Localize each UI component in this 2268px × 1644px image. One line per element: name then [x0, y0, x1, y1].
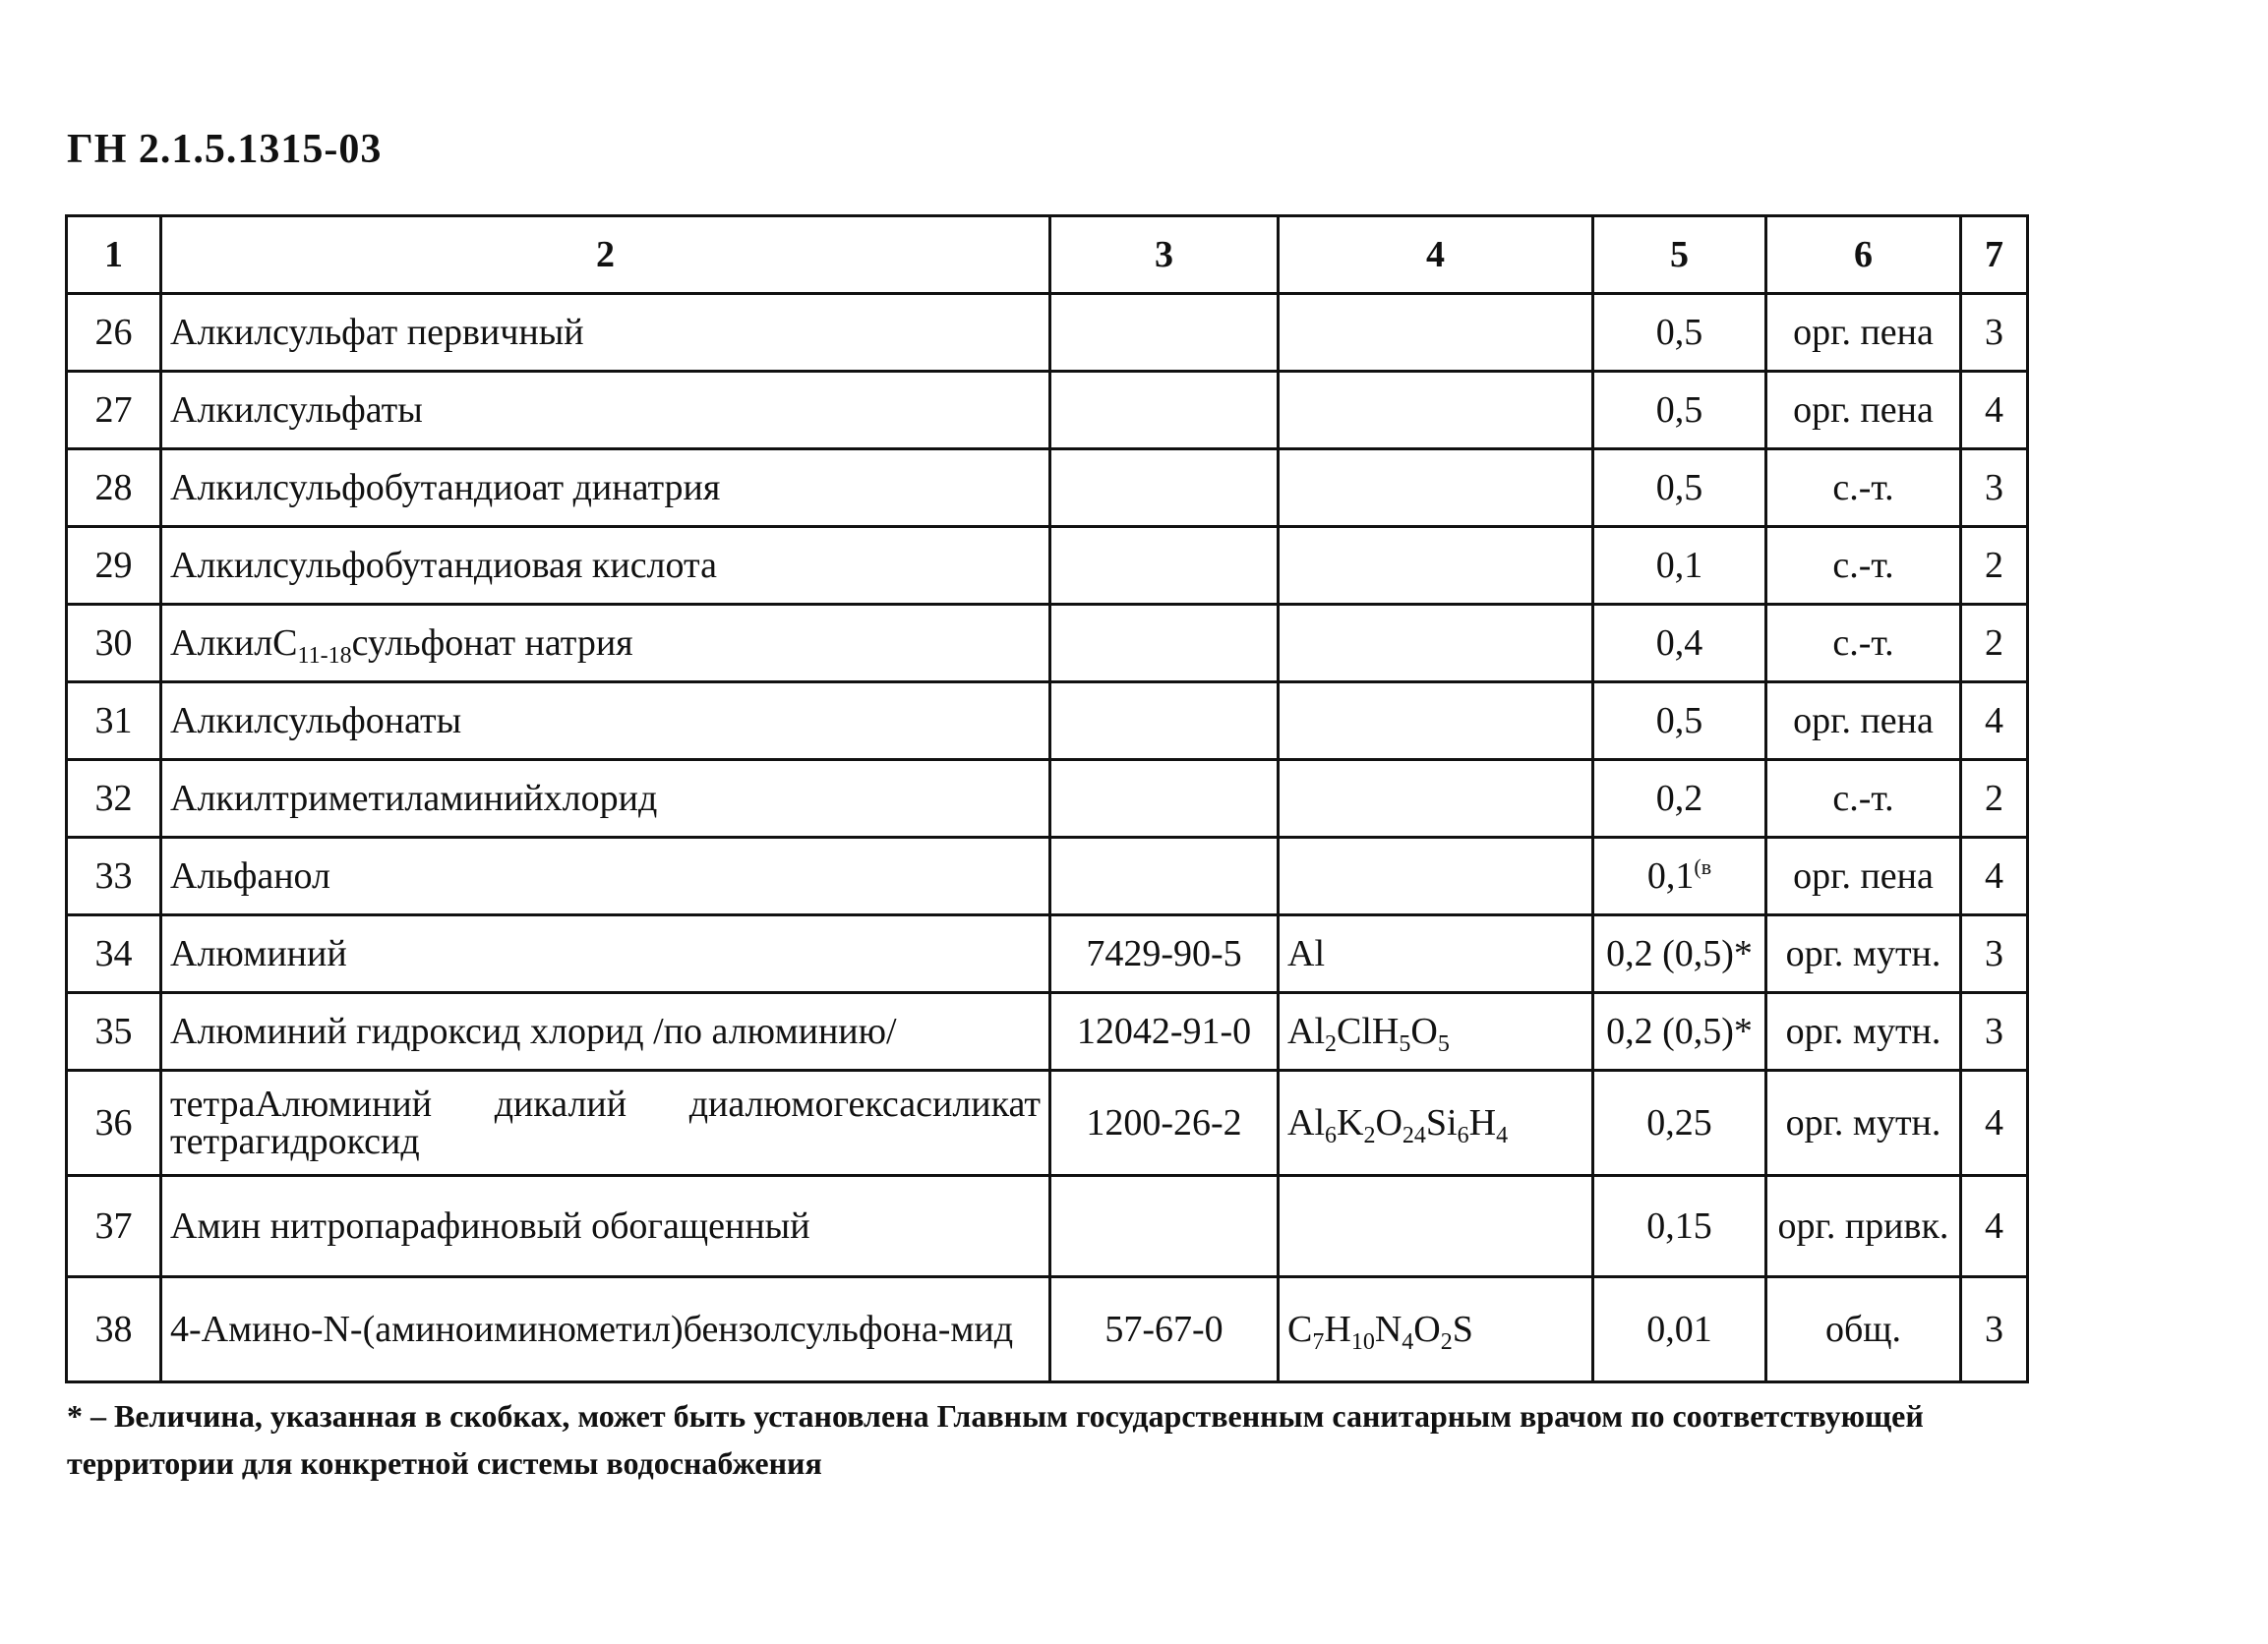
formula-element: C: [1287, 1309, 1313, 1350]
column-number: 1: [67, 216, 161, 294]
row-number: 29: [67, 527, 161, 605]
substance-name: Алкилсульфат первичный: [161, 294, 1050, 372]
formula-element: Si: [1425, 1102, 1458, 1144]
formula-element: O: [1410, 1011, 1438, 1052]
table-row: [67, 449, 2028, 527]
row-number: 27: [67, 372, 161, 449]
table-row: [67, 1071, 2028, 1176]
formula: [1279, 1176, 1593, 1277]
formula-element: O: [1375, 1102, 1403, 1144]
formula: [1279, 993, 1593, 1071]
substance-name: Альфанол: [161, 838, 1050, 915]
table-row: [67, 993, 2028, 1071]
formula: [1279, 760, 1593, 838]
table-row: [67, 605, 2028, 682]
formula: [1279, 682, 1593, 760]
cas-number: [1050, 294, 1279, 372]
formula-subscript: 4: [1496, 1123, 1509, 1148]
hazard-class: 3: [1961, 1277, 2028, 1382]
hazard-class: 4: [1961, 372, 2028, 449]
hazard-class: 4: [1961, 838, 2028, 915]
cas-number: [1050, 527, 1279, 605]
hazard-class: 3: [1961, 915, 2028, 993]
hazard-sign: орг. мутн.: [1766, 915, 1961, 993]
table-row: [67, 1277, 2028, 1382]
cas-number: [1050, 682, 1279, 760]
formula-element: Al: [1287, 1102, 1325, 1144]
table-row: [67, 527, 2028, 605]
formula: [1279, 838, 1593, 915]
column-number: 7: [1961, 216, 2028, 294]
row-number: 30: [67, 605, 161, 682]
substance-name: Алкилсульфобутандиоат динатрия: [161, 449, 1050, 527]
row-number: 34: [67, 915, 161, 993]
hazard-sign: общ.: [1766, 1277, 1961, 1382]
column-number: 5: [1593, 216, 1766, 294]
formula-element: H: [1324, 1309, 1351, 1350]
hazard-sign: с.-т.: [1766, 605, 1961, 682]
formula-element: N: [1374, 1309, 1403, 1350]
column-number: 6: [1766, 216, 1961, 294]
formula-element: H: [1468, 1102, 1497, 1144]
hazard-class: 2: [1961, 605, 2028, 682]
hazard-class: 4: [1961, 1176, 2028, 1277]
formula-element: K: [1337, 1102, 1364, 1144]
formula: [1279, 527, 1593, 605]
row-number: 36: [67, 1071, 161, 1176]
norm-value: 0,5: [1593, 372, 1766, 449]
row-number: 31: [67, 682, 161, 760]
table-row: [67, 915, 2028, 993]
row-number: 38: [67, 1277, 161, 1382]
substance-name-part: АлкилC: [170, 622, 298, 664]
formula-subscript: 2: [1363, 1123, 1376, 1148]
formula-subscript: 7: [1312, 1329, 1325, 1355]
norm-value: 0,5: [1593, 294, 1766, 372]
formula-subscript: 10: [1350, 1329, 1375, 1355]
formula-subscript: 2: [1440, 1329, 1453, 1355]
hazard-class: 4: [1961, 1071, 2028, 1176]
formula-element: S: [1452, 1309, 1473, 1350]
column-number-row: [67, 216, 2028, 294]
formula-element: ClH: [1337, 1011, 1400, 1052]
cas-number: 7429-90-5: [1050, 915, 1279, 993]
table-row: [67, 682, 2028, 760]
substance-name: 4-Амино-N-(аминоиминометил)бензолсульфона-мид: [161, 1277, 1050, 1382]
table-row: [67, 372, 2028, 449]
hazard-sign: орг. пена: [1766, 682, 1961, 760]
hazard-class: 3: [1961, 993, 2028, 1071]
document-code: ГН 2.1.5.1315-03: [67, 127, 383, 172]
substance-name-part: сульфонат натрия: [351, 622, 633, 664]
table-row: [67, 1176, 2028, 1277]
norm-value: 0,5: [1593, 682, 1766, 760]
formula: [1279, 1277, 1593, 1382]
table-row: [67, 294, 2028, 372]
formula: [1279, 915, 1593, 993]
substance-name: Алкилтриметиламинийхлорид: [161, 760, 1050, 838]
hazard-sign: орг. пена: [1766, 838, 1961, 915]
row-number: 37: [67, 1176, 161, 1277]
substances-table: [65, 214, 2029, 1383]
substance-name: Алкилсульфонаты: [161, 682, 1050, 760]
column-number: 3: [1050, 216, 1279, 294]
hazard-sign: с.-т.: [1766, 760, 1961, 838]
formula-subscript: 5: [1399, 1031, 1411, 1057]
formula-subscript: 5: [1437, 1031, 1450, 1057]
formula-subscript: 6: [1457, 1123, 1469, 1148]
formula: [1279, 449, 1593, 527]
norm-value: 0,4: [1593, 605, 1766, 682]
hazard-sign: орг. мутн.: [1766, 993, 1961, 1071]
row-number: 35: [67, 993, 161, 1071]
substance-name: Амин нитропарафиновый обогащенный: [161, 1176, 1050, 1277]
column-number: 4: [1279, 216, 1593, 294]
formula: [1279, 372, 1593, 449]
row-number: 32: [67, 760, 161, 838]
row-number: 33: [67, 838, 161, 915]
formula-element: Al: [1287, 933, 1325, 974]
formula-subscript: 4: [1402, 1329, 1414, 1355]
table-row: [67, 838, 2028, 915]
cas-number: [1050, 605, 1279, 682]
hazard-sign: с.-т.: [1766, 527, 1961, 605]
row-number: 28: [67, 449, 161, 527]
formula-subscript: 2: [1325, 1031, 1337, 1057]
formula-subscript: 6: [1325, 1123, 1337, 1148]
cas-number: [1050, 1176, 1279, 1277]
norm-value: 0,1: [1593, 527, 1766, 605]
norm-value: 0,25: [1593, 1071, 1766, 1176]
cas-number: 1200-26-2: [1050, 1071, 1279, 1176]
hazard-sign: с.-т.: [1766, 449, 1961, 527]
substance-name: тетраАлюминий дикалий диалюмогексасиликат тетрагидроксид: [161, 1071, 1050, 1176]
hazard-sign: орг. привк.: [1766, 1176, 1961, 1277]
norm-value: 0,15: [1593, 1176, 1766, 1277]
norm-value: 0,2: [1593, 760, 1766, 838]
norm-value-mark: (в: [1694, 854, 1712, 879]
formula: [1279, 605, 1593, 682]
norm-value: 0,5: [1593, 449, 1766, 527]
substance-name: Алкилсульфаты: [161, 372, 1050, 449]
hazard-class: 4: [1961, 682, 2028, 760]
cas-number: [1050, 372, 1279, 449]
table-row: [67, 760, 2028, 838]
hazard-sign: орг. мутн.: [1766, 1071, 1961, 1176]
cas-number: [1050, 760, 1279, 838]
norm-value: 0,01: [1593, 1277, 1766, 1382]
substance-name-subscript: 11-18: [297, 643, 352, 669]
cas-number: 12042-91-0: [1050, 993, 1279, 1071]
hazard-sign: орг. пена: [1766, 294, 1961, 372]
norm-value: [1593, 838, 1766, 915]
norm-value-number: 0,1: [1646, 855, 1695, 897]
cas-number: 57-67-0: [1050, 1277, 1279, 1382]
hazard-class: 2: [1961, 760, 2028, 838]
footnote: * – Величина, указанная в скобках, может быть установлена Главным государственным санитарным врачом по соответствующей территории для конкретной системы водоснабжения: [67, 1398, 1924, 1481]
row-number: 26: [67, 294, 161, 372]
formula-subscript: 24: [1402, 1123, 1426, 1148]
formula-element: Al: [1287, 1011, 1325, 1052]
column-number: 2: [161, 216, 1050, 294]
formula: [1279, 1071, 1593, 1176]
substance-name: Алюминий: [161, 915, 1050, 993]
cas-number: [1050, 838, 1279, 915]
substance-name: Алкилсульфобутандиовая кислота: [161, 527, 1050, 605]
hazard-class: 3: [1961, 294, 2028, 372]
hazard-sign: орг. пена: [1766, 372, 1961, 449]
cas-number: [1050, 449, 1279, 527]
hazard-class: 2: [1961, 527, 2028, 605]
formula: [1279, 294, 1593, 372]
norm-value: 0,2 (0,5)*: [1593, 915, 1766, 993]
hazard-class: 3: [1961, 449, 2028, 527]
substance-name: [161, 605, 1050, 682]
norm-value: 0,2 (0,5)*: [1593, 993, 1766, 1071]
substance-name: Алюминий гидроксид хлорид /по алюминию/: [161, 993, 1050, 1071]
formula-element: O: [1413, 1309, 1441, 1350]
